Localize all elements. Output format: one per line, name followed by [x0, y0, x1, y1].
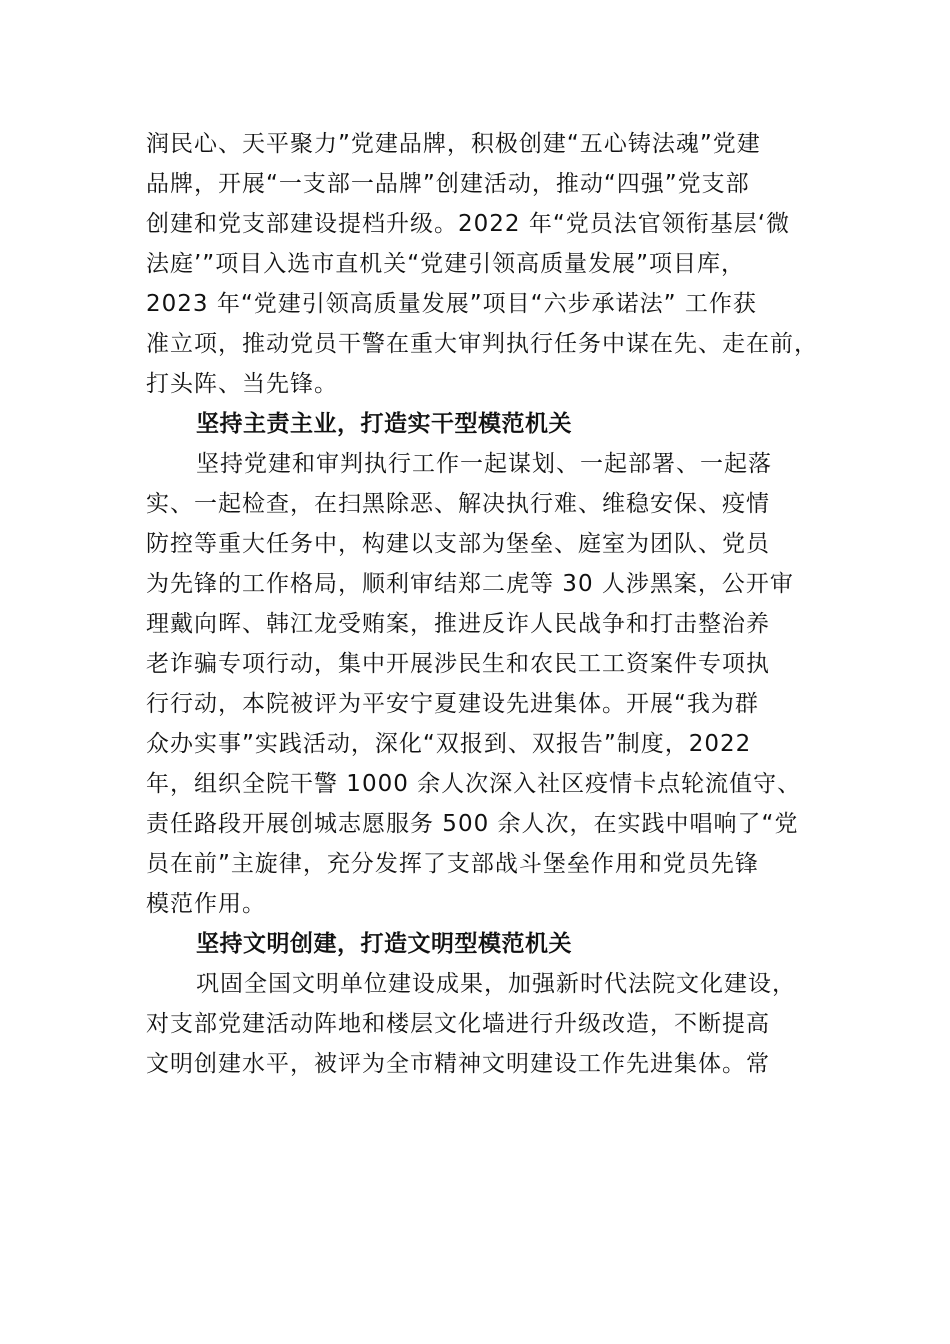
paragraph-line: 行行动，本院被评为平安宁夏建设先进集体。开展“我为群	[146, 691, 759, 717]
paragraph-line: 责任路段开展创城志愿服务 500 余人次，在实践中唱响了“党	[146, 811, 799, 837]
paragraph-line: 2023 年“党建引领高质量发展”项目“六步承诺法” 工作获	[146, 291, 757, 317]
paragraph-line: 法庭’”项目入选市直机关“党建引领高质量发展”项目库，	[146, 251, 746, 277]
paragraph-line: 准立项，推动党员干警在重大审判执行任务中谋在先、走在前，	[146, 331, 818, 357]
paragraph-civilization	[146, 964, 846, 1084]
paragraph-line: 坚持党建和审判执行工作一起谋划、一起部署、一起落	[196, 451, 772, 477]
paragraph-line: 员在前”主旋律，充分发挥了支部战斗堡垒作用和党员先锋	[146, 851, 759, 877]
paragraph-line: 创建和党支部建设提档升级。2022 年“党员法官领衔基层‘微	[146, 211, 791, 237]
section-heading-civilization: 坚持文明创建，打造文明型模范机关	[196, 931, 572, 957]
paragraph-line: 老诈骗专项行动，集中开展涉民生和农民工工资案件专项执	[146, 651, 770, 677]
paragraph-line: 模范作用。	[146, 891, 266, 917]
paragraph-line: 防控等重大任务中，构建以支部为堡垒、庭室为团队、党员	[146, 531, 770, 557]
paragraph-line: 品牌，开展“一支部一品牌”创建活动，推动“四强”党支部	[146, 171, 750, 197]
paragraph-line: 对支部党建活动阵地和楼层文化墙进行升级改造，不断提高	[146, 1011, 770, 1037]
paragraph-line: 巩固全国文明单位建设成果，加强新时代法院文化建设，	[196, 971, 796, 997]
paragraph-brand-building	[146, 124, 846, 404]
paragraph-main-duty	[146, 444, 846, 924]
paragraph-line: 实、一起检查，在扫黑除恶、解决执行难、维稳安保、疫情	[146, 491, 770, 517]
paragraph-line: 润民心、天平聚力”党建品牌，积极创建“五心铸法魂”党建	[146, 131, 761, 157]
paragraph-line: 为先锋的工作格局，顺利审结郑二虎等 30 人涉黑案，公开审	[146, 571, 794, 597]
paragraph-line: 文明创建水平，被评为全市精神文明建设工作先进集体。常	[146, 1051, 770, 1077]
paragraph-line: 打头阵、当先锋。	[146, 371, 338, 397]
paragraph-line: 年，组织全院干警 1000 余人次深入社区疫情卡点轮流值守、	[146, 771, 802, 797]
section-heading-practical: 坚持主责主业，打造实干型模范机关	[196, 411, 572, 437]
paragraph-line: 众办实事”实践活动，深化“双报到、双报告”制度，2022	[146, 731, 752, 757]
paragraph-line: 理戴向晖、韩江龙受贿案，推进反诈人民战争和打击整治养	[146, 611, 770, 637]
document-body	[146, 124, 846, 1084]
